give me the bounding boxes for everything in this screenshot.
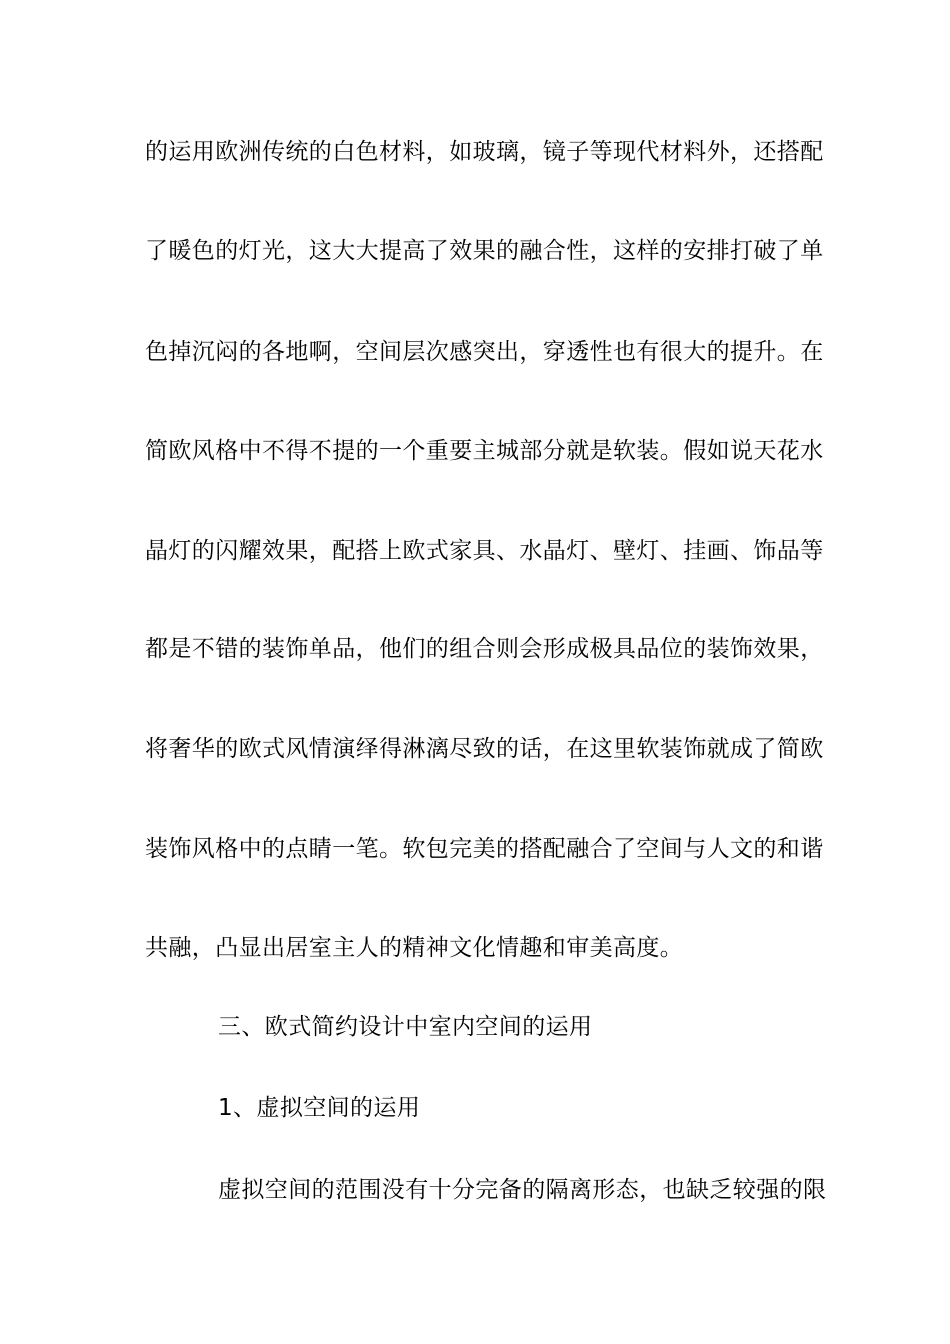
- paragraph-line: 共融，凸显出居室主人的精神文化情趣和审美高度。: [145, 935, 684, 961]
- paragraph-line: 虚拟空间的范围没有十分完备的隔离形态，也缺乏较强的限: [218, 1177, 827, 1203]
- paragraph-line: 简欧风格中不得不提的一个重要主城部分就是软装。假如说天花水: [145, 438, 824, 464]
- paragraph-line: 的运用欧洲传统的白色材料，如玻璃，镜子等现代材料外，还搭配: [145, 139, 824, 165]
- paragraph-line: 都是不错的装饰单品，他们的组合则会形成极具品位的装饰效果，: [145, 636, 824, 662]
- paragraph-line: 装饰风格中的点睛一笔。软包完美的搭配融合了空间与人文的和谐: [145, 836, 824, 862]
- paragraph-line: 晶灯的闪耀效果，配搭上欧式家具、水晶灯、壁灯、挂画、饰品等: [145, 538, 824, 564]
- paragraph-line: 了暖色的灯光，这大大提高了效果的融合性，这样的安排打破了单: [145, 238, 824, 264]
- paragraph-line: 将奢华的欧式风情演绎得淋漓尽致的话，在这里软装饰就成了简欧: [145, 736, 824, 762]
- subsection-heading: 1、虚拟空间的运用: [218, 1095, 421, 1121]
- section-heading: 三、欧式简约设计中室内空间的运用: [218, 1014, 593, 1040]
- paragraph-line: 色掉沉闷的各地啊，空间层次感突出，穿透性也有很大的提升。在: [145, 339, 824, 365]
